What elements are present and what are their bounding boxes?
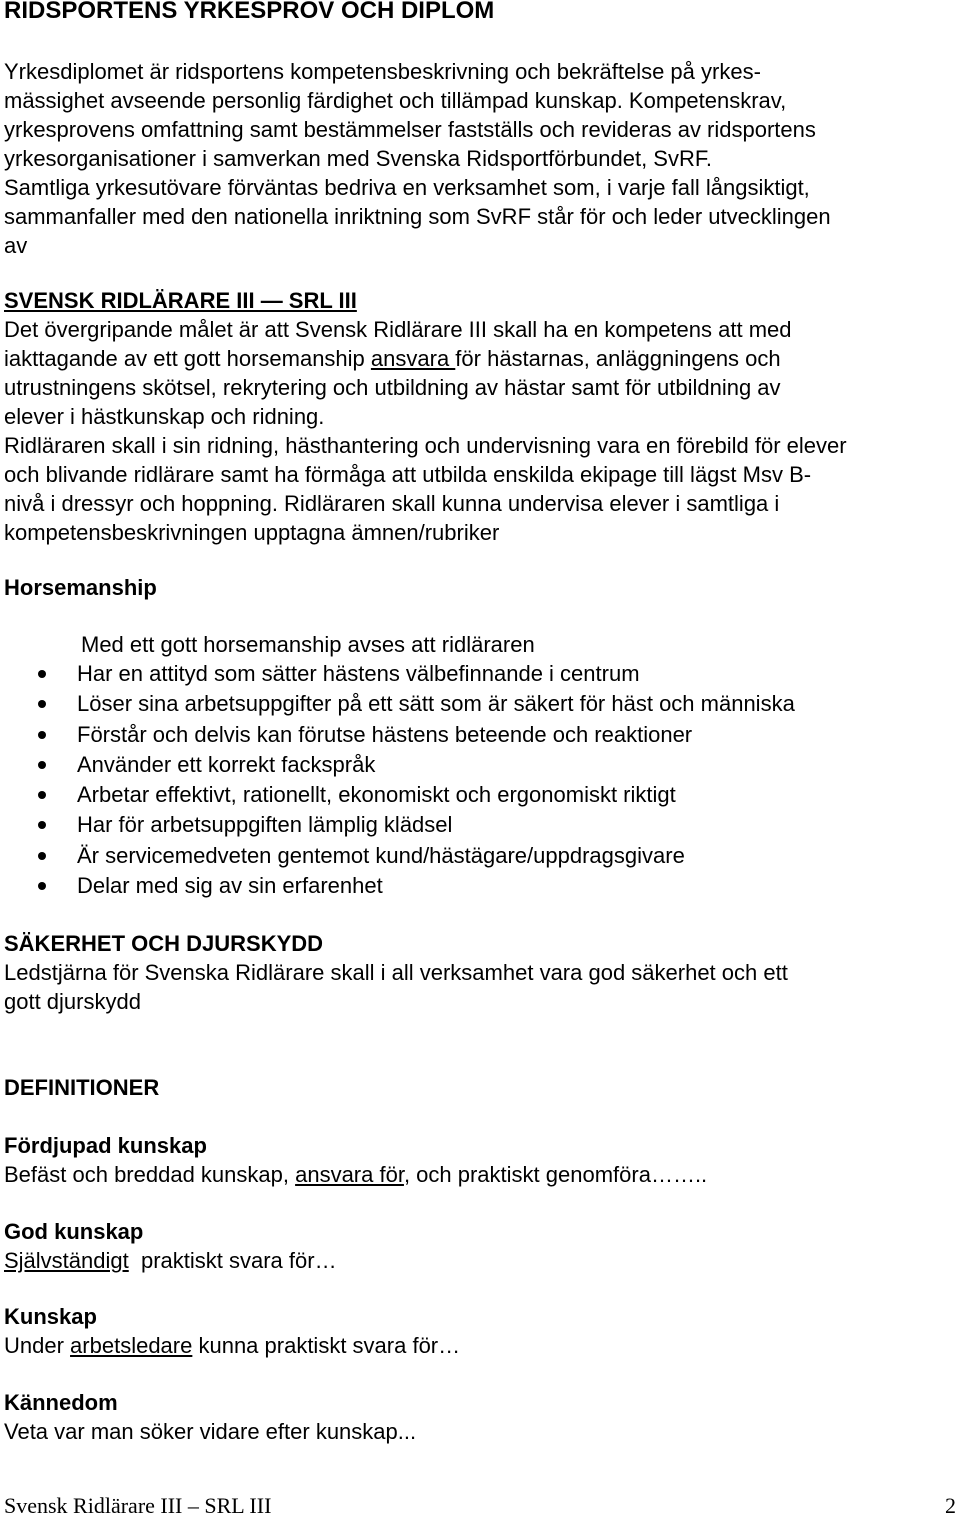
- bullet-icon: [38, 761, 46, 769]
- list-item: Har en attityd som sätter hästens välbefinnande i centrum: [0, 659, 795, 689]
- text-line: Ridläraren skall i sin ridning, hästhantering och undervisning vara en förebild för elever: [4, 433, 847, 458]
- bullet-icon: [38, 700, 46, 708]
- bullet-icon: [38, 670, 46, 678]
- bullet-icon: [38, 731, 46, 739]
- text-line: elever i hästkunskap och ridning.: [4, 404, 325, 429]
- definition-term: Kännedom: [4, 1390, 118, 1415]
- list-item: Är servicemedveten gentemot kund/hästägare/uppdragsgivare: [0, 841, 795, 871]
- page-footer: [4, 1494, 956, 1518]
- list-item: Delar med sig av sin erfarenhet: [0, 871, 795, 901]
- bullet-icon: [38, 791, 46, 799]
- list-item: Använder ett korrekt fackspråk: [0, 750, 795, 780]
- section-heading: SÄKERHET OCH DJURSKYDD: [4, 931, 324, 956]
- intro-paragraph: [4, 57, 956, 260]
- text-line: utrustningens skötsel, rekrytering och utbildning av hästar samt för utbildning av: [4, 375, 781, 400]
- underlined-term: ansvara: [370, 346, 456, 371]
- list-item: Löser sina arbetsuppgifter på ett sätt som är säkert för häst och människa: [0, 689, 795, 719]
- bullet-icon: [38, 852, 46, 860]
- definition-text: Under arbetsledare kunna praktiskt svara för…: [4, 1333, 461, 1358]
- text-line: Det övergripande målet är att Svensk Ridlärare III skall ha en kompetens att med: [4, 317, 792, 342]
- list-item: Har för arbetsuppgiften lämplig klädsel: [0, 810, 795, 840]
- text-line: av: [4, 233, 28, 258]
- list-item: Arbetar effektivt, rationellt, ekonomiskt och ergonomiskt riktigt: [0, 780, 795, 810]
- text-run: för hästarnas, anläggningens och: [455, 346, 781, 371]
- section-heading: SVENSK RIDLÄRARE III — SRL III: [4, 288, 357, 313]
- underlined-term: arbetsledare: [70, 1333, 193, 1358]
- definition-kannedom: [4, 1388, 956, 1446]
- text-line: kompetensbeskrivningen upptagna ämnen/rubriker: [4, 520, 500, 545]
- text-line: nivå i dressyr och hoppning. Ridläraren skall kunna undervisa elever i samtliga i: [4, 491, 780, 516]
- page-number: 2: [945, 1493, 956, 1518]
- text-line: Ledstjärna för Svenska Ridlärare skall i all verksamhet vara god säkerhet och ett: [4, 960, 788, 985]
- definition-term: Fördjupad kunskap: [4, 1133, 207, 1158]
- definition-term: God kunskap: [4, 1219, 144, 1244]
- safety-section: [4, 929, 956, 1016]
- definition-god: [4, 1217, 956, 1275]
- list-item: Förstår och delvis kan förutse hästens beteende och reaktioner: [0, 720, 795, 750]
- definition-text: Veta var man söker vidare efter kunskap...: [4, 1419, 417, 1444]
- text-line: Samtliga yrkesutövare förväntas bedriva en verksamhet som, i varje fall långsiktigt,: [4, 175, 810, 200]
- text-line: gott djurskydd: [4, 989, 141, 1014]
- text-line: sammanfaller med den nationella inriktning som SvRF står för och leder utvecklingen: [4, 204, 831, 229]
- definition-fordjupad: [4, 1131, 956, 1189]
- underlined-term: ansvara för: [295, 1162, 404, 1187]
- text-line: [4, 344, 956, 373]
- horsemanship-heading: Horsemanship: [4, 575, 157, 600]
- text-line: yrkesprovens omfattning samt bestämmelser fastställs och revideras av ridsportens: [4, 117, 816, 142]
- text-line: och blivande ridlärare samt ha förmåga att utbilda enskilda ekipage till lägst Msv B-: [4, 462, 812, 487]
- definition-term: Kunskap: [4, 1304, 97, 1329]
- text-line: Yrkesdiplomet är ridsportens kompetensbeskrivning och bekräftelse på yrkes-: [4, 59, 761, 84]
- srl-section: [4, 286, 956, 547]
- bullet-icon: [38, 821, 46, 829]
- definition-text: Befäst och breddad kunskap, ansvara för, och praktiskt genomföra……..: [4, 1162, 708, 1187]
- bullet-icon: [38, 882, 46, 890]
- text-line: yrkesorganisationer i samverkan med Svenska Ridsportförbundet, SvRF.: [4, 146, 712, 171]
- horsemanship-intro: Med ett gott horsemanship avses att ridläraren: [81, 632, 535, 657]
- definitions-heading: DEFINITIONER: [4, 1075, 160, 1100]
- horsemanship-list: [0, 659, 795, 901]
- text-line: mässighet avseende personlig färdighet och tillämpad kunskap. Kompetenskrav,: [4, 88, 787, 113]
- definition-text: Självständigt praktiskt svara för…: [4, 1248, 337, 1273]
- footer-title: Svensk Ridlärare III – SRL III: [4, 1493, 272, 1518]
- text-run: iakttagande av ett gott horsemanship: [4, 346, 371, 371]
- page-title: RIDSPORTENS YRKESPROV OCH DIPLOM: [4, 0, 495, 24]
- underlined-term: Självständigt: [4, 1248, 129, 1273]
- definition-kunskap: [4, 1302, 956, 1360]
